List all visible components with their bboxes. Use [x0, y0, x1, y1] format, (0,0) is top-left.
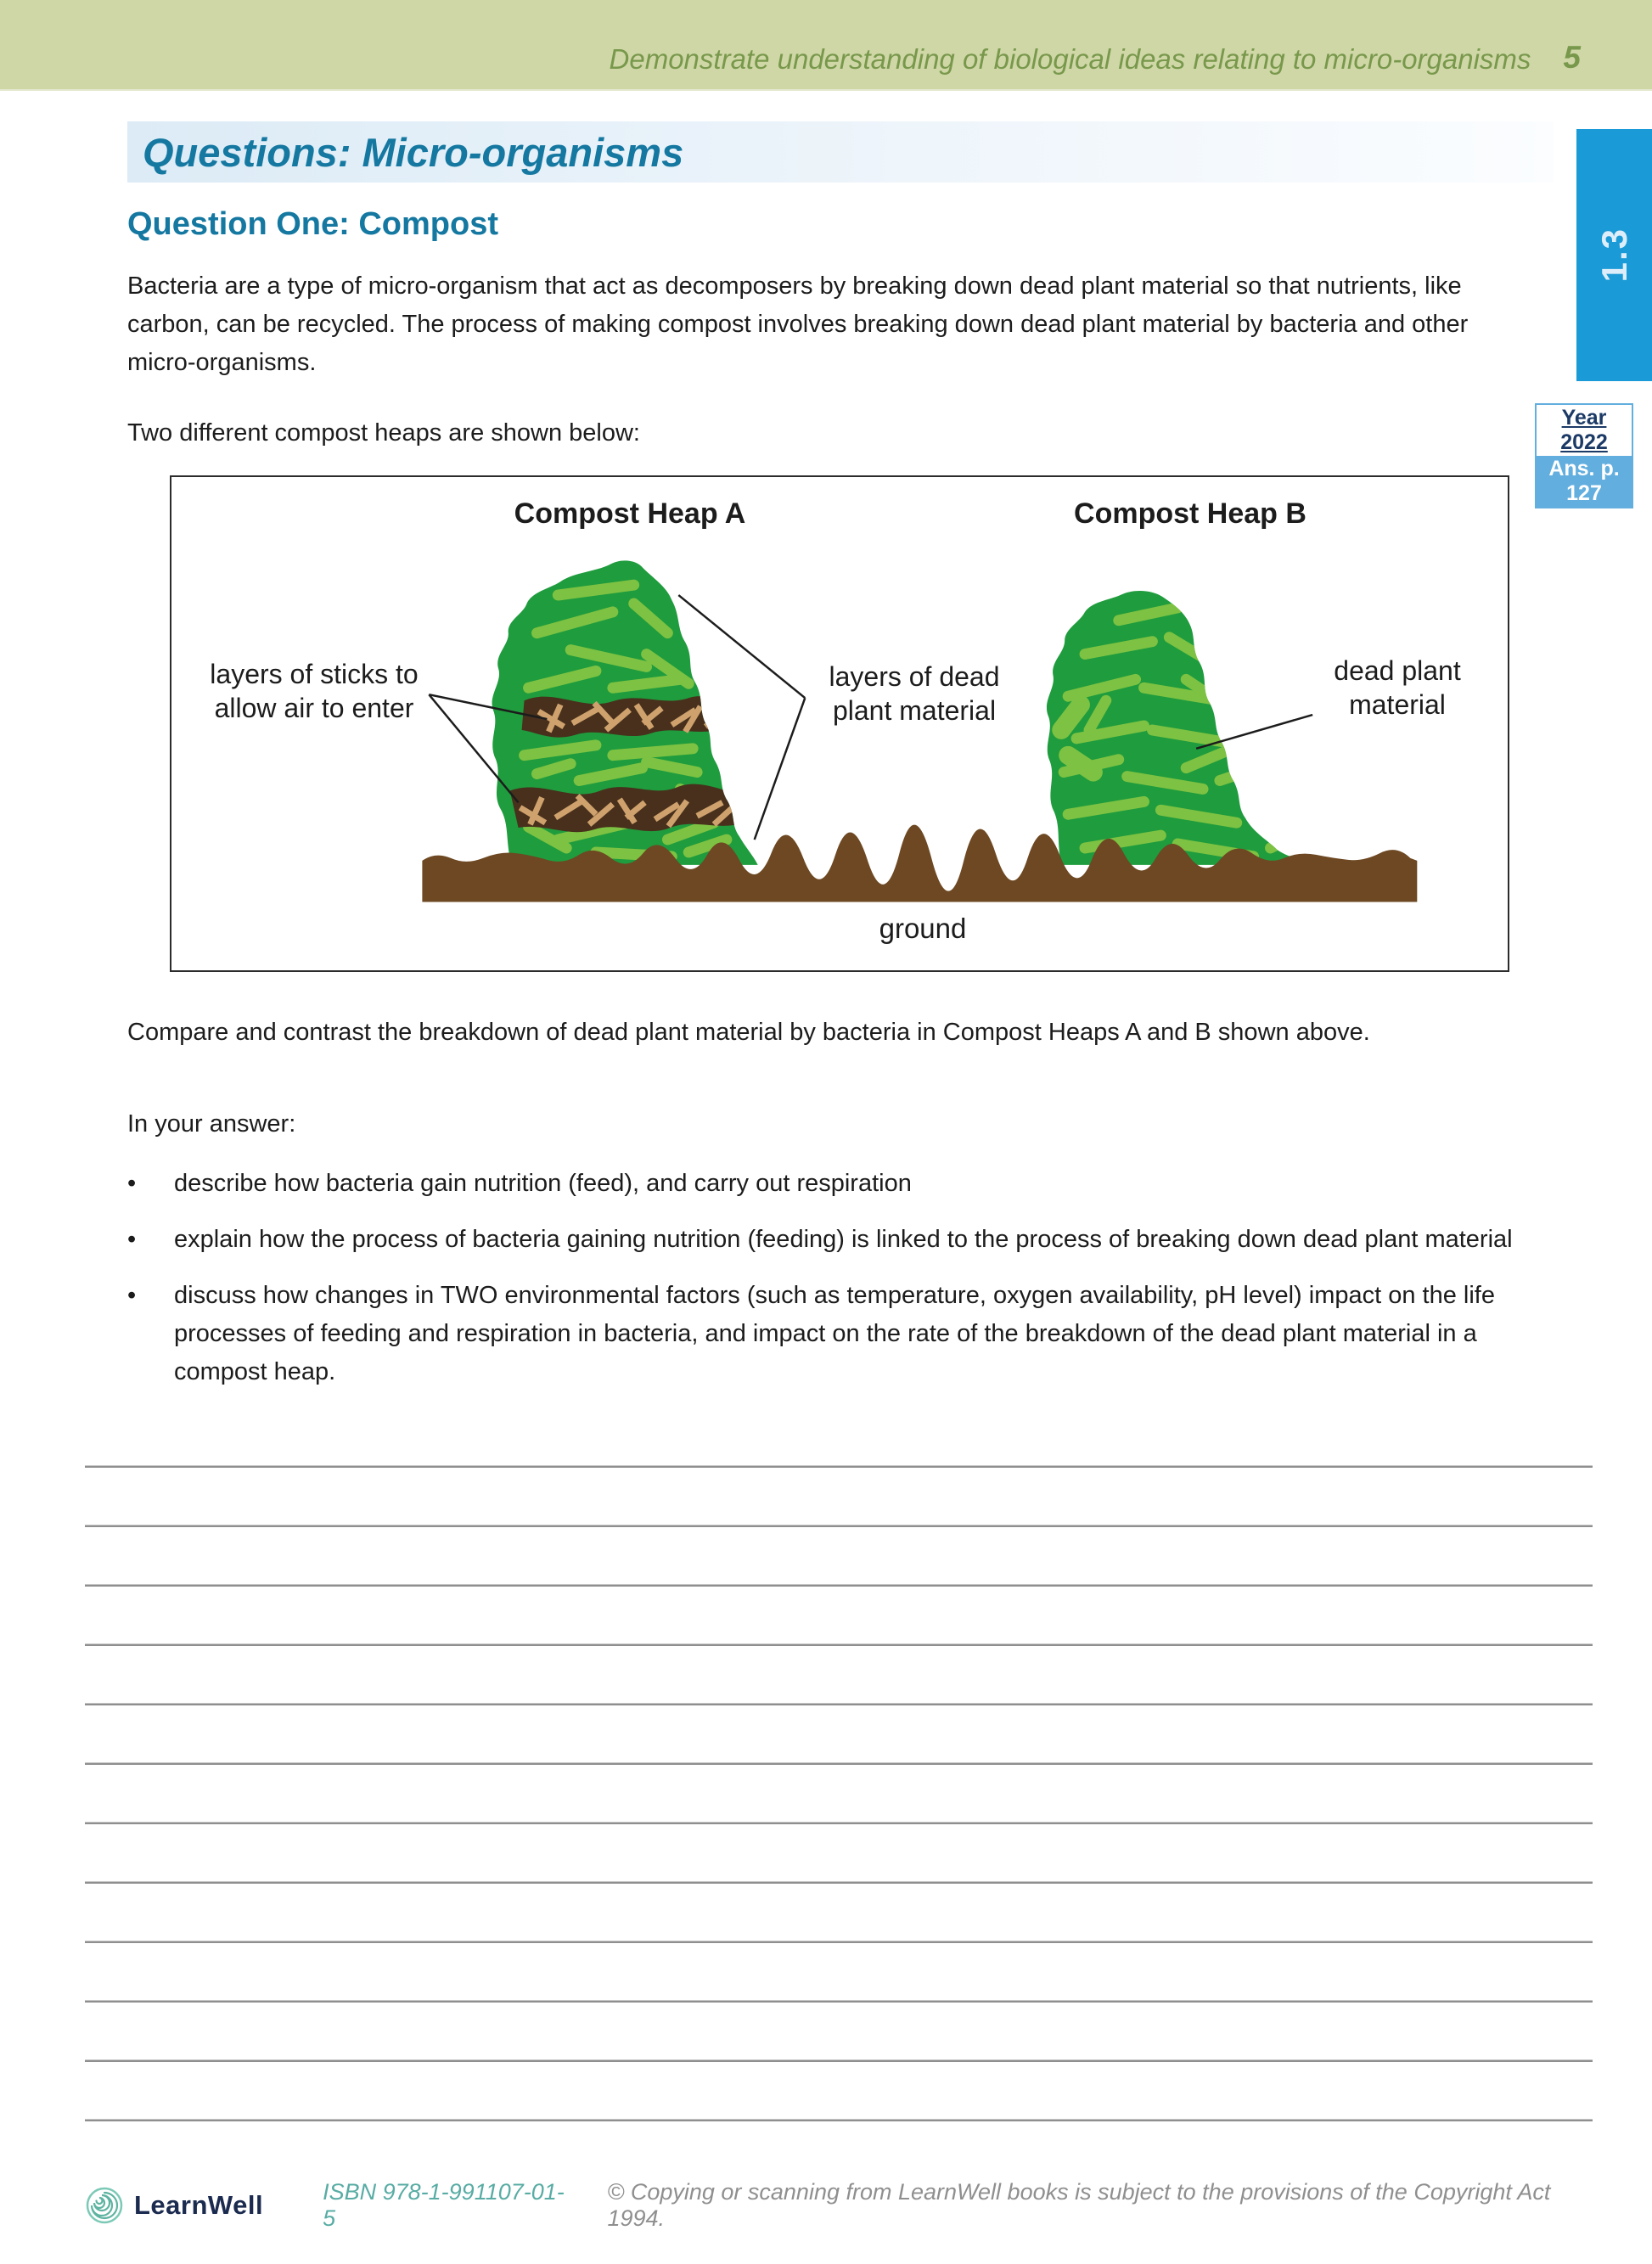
label-layers-of-sticks: layers of sticks to allow air to enter: [210, 659, 419, 723]
answer-line: [85, 1643, 1593, 1646]
year-badge-year: Year 2022: [1537, 405, 1632, 456]
heap-b-shape: [1047, 591, 1318, 865]
answer-line: [85, 1822, 1593, 1824]
bullet-dot: •: [127, 1282, 137, 1309]
bullet-list: [127, 1165, 1537, 1409]
bullet-item: [127, 1221, 1537, 1259]
label-dead-plant-material-b: dead plant material: [1334, 655, 1461, 720]
answer-line: [85, 1941, 1593, 1943]
answer-line: [85, 1703, 1593, 1705]
heap-b-title: Compost Heap B: [1074, 497, 1306, 530]
answer-line: [85, 2000, 1593, 2003]
section-banner: [127, 121, 1554, 183]
answer-lines: [85, 1465, 1593, 2178]
year-answer-badge: [1535, 403, 1633, 508]
answer-line: [85, 1881, 1593, 1884]
heap-a-title: Compost Heap A: [514, 497, 746, 530]
copyright-text: © Copying or scanning from LearnWell books is subject to the provisions of the Copyright Act 1994.: [607, 2179, 1551, 2231]
bullet-dot: •: [127, 1170, 137, 1197]
section-banner-title: Questions: Micro-organisms: [143, 129, 684, 175]
bullet-text: explain how the process of bacteria gaining nutrition (feeding) is linked to the process of breaking down dead plant material: [174, 1226, 1513, 1253]
label-ground: ground: [879, 913, 967, 944]
page-number: 5: [1563, 40, 1581, 75]
task-intro: In your answer:: [127, 1110, 296, 1138]
intro-caption: Two different compost heaps are shown below:: [127, 419, 640, 447]
answer-line: [85, 2119, 1593, 2121]
intro-paragraph: Bacteria are a type of micro-organism that act as decomposers by breaking down dead plant material so that nutrients, like carbon, can be recycled. The process of making compost involves breaking down dead plant material by bacteria and other micro-organisms.: [127, 272, 1469, 376]
learnwell-logo-icon: [85, 2186, 124, 2225]
question-heading: Question One: Compost: [127, 206, 498, 242]
bullet-item: [127, 1277, 1537, 1391]
label-dead-plant-material-a: layers of dead plant material: [829, 661, 1000, 726]
year-badge-answer-page: Ans. p. 127: [1537, 456, 1632, 507]
compost-diagram: [170, 475, 1509, 972]
answer-line: [85, 1525, 1593, 1527]
bullet-item: [127, 1165, 1537, 1203]
answer-line: [85, 1762, 1593, 1765]
bullet-dot: •: [127, 1226, 137, 1253]
answer-line: [85, 1465, 1593, 1468]
footer: [85, 2179, 1613, 2231]
header-strip: [0, 0, 1652, 91]
bullet-text: describe how bacteria gain nutrition (feed), and carry out respiration: [174, 1170, 912, 1197]
brand-name: LearnWell: [134, 2190, 264, 2220]
header-title: Demonstrate understanding of biological ideas relating to micro-organisms: [609, 43, 1531, 75]
bullet-text: discuss how changes in TWO environmental factors (such as temperature, oxygen availability, pH level) impact on the life processes of feeding and respiration in bacteria, and impact on the rate of the breakdown of the dead plant material in a compost heap.: [174, 1282, 1495, 1385]
answer-line: [85, 1584, 1593, 1587]
chapter-tab: [1576, 129, 1652, 381]
chapter-tab-label: 1.3: [1593, 228, 1634, 283]
heap-a-shape: [492, 560, 758, 864]
task-paragraph: Compare and contrast the breakdown of dead plant material by bacteria in Compost Heaps A and B shown above.: [127, 1019, 1370, 1046]
isbn-text: ISBN 978-1-991107-01-5: [323, 2179, 565, 2231]
answer-line: [85, 2059, 1593, 2062]
